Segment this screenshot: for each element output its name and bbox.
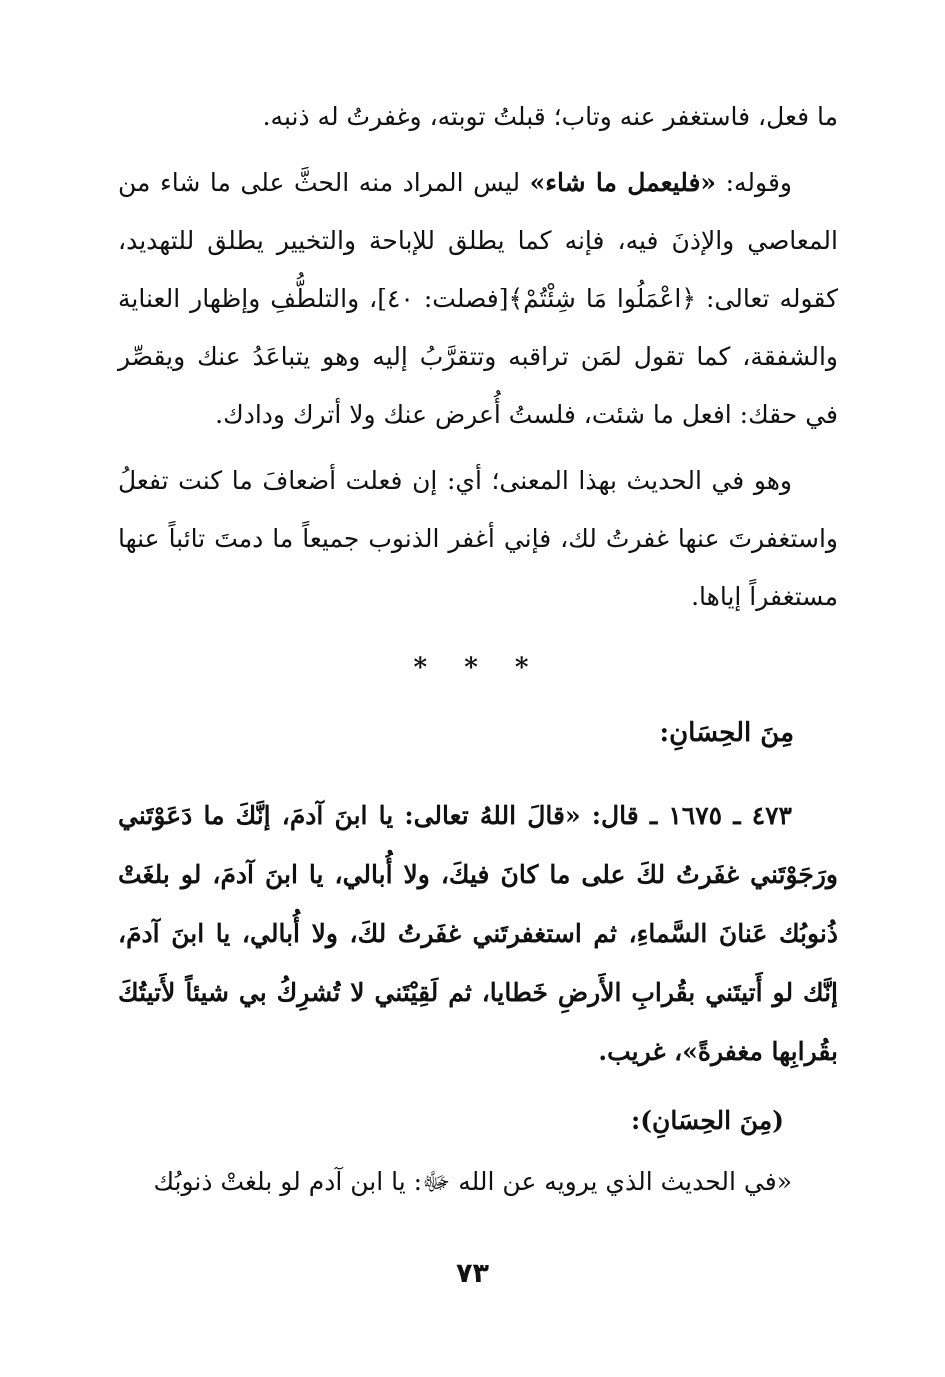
spacer: [118, 146, 838, 154]
paragraph-2-rest: ليس المراد منه الحثَّ على ما شاء من المعاصي والإذنَ فيه، فإنه كما يطلق للإباحة والتخيير يطلق للتهديد، كقوله تعالى: ﴿اعْمَلُوا مَا شِئْتُمْ﴾[فصلت: ٤٠]، والتلطُّفِ وإظهار العناية والشفقة، كما تقول لمَن تراقبه وتتقرَّبُ إليه وهو يتباعَدُ عنك ويقصِّر في حقك: افعل ما شئت، فلستُ أُعرض عنك ولا أترك ودادك.: [118, 168, 839, 429]
paragraph-2: [118, 154, 838, 444]
paragraph-3: وهو في الحديث بهذا المعنى؛ أي: إن فعلت أضعافَ ما كنت تفعلُ واستغفرتَ عنها غفرتُ لك، فإني أغفر الذنوب جميعاً ما دمتَ تائباً عنها مستغفراً إياها.: [118, 466, 838, 611]
spacer: [118, 444, 838, 452]
hadith-text: ٤٧٣ ـ ١٦٧٥ ـ قال: «قالَ اللهُ تعالى: يا ابنَ آدمَ، إنَّكَ ما دَعَوْتَني ورَجَوْتَني غفَرتُ لكَ على ما كانَ فيكَ، ولا أُبالي، يا ابنَ آدمَ، لو بلغَتْ ذُنوبُك عَنانَ السَّماءِ، ثم استغفرتَني غفَرتُ لكَ، ولا أُبالي، يا ابنَ آدمَ، إنَّك لو أَتيتَني بقُرابِ الأَرضِ خَطايا، ثم لَقِيْتَني لا تُشرِكُ بي شيئاً لأَتيتُكَ بقُرابِها مغفرةً»، غريب.: [118, 801, 838, 1066]
page-number: ٧٣: [456, 1258, 489, 1289]
section-heading: مِنَ الحِسَانِ:: [659, 718, 794, 748]
page-body: [118, 88, 838, 1211]
paragraph-1: ما فعل، فاستغفر عنه وتاب؛ قبلتُ توبته، وغفرتُ له ذنبه.: [262, 102, 838, 131]
section-separator: * * *: [413, 653, 543, 683]
sub-heading: (مِنَ الحِسَانِ):: [631, 1106, 784, 1135]
commentary-line: «في الحديث الذي يرويه عن الله ﷻ: يا ابن آدم لو بلغتْ ذنوبُك: [153, 1167, 792, 1196]
paragraph-2-quote: «فليعمل ما شاء»: [529, 168, 717, 197]
paragraph-2-prefix: وقوله:: [716, 168, 792, 197]
